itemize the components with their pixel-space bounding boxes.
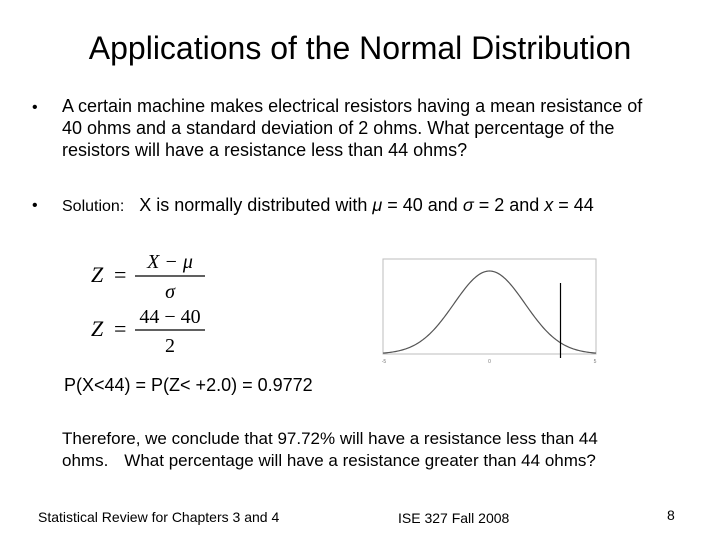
solution-text <box>62 194 662 218</box>
mu-symbol: μ <box>372 195 383 215</box>
equals-sign: = <box>114 262 127 287</box>
formula-denominator: 2 <box>165 335 175 357</box>
probability-result: P(X<44) = P(Z< +2.0) = 0.9772 <box>64 375 313 395</box>
conclusion-text <box>62 428 598 472</box>
z-symbol: Z <box>91 316 104 341</box>
page-number: 8 <box>667 507 675 523</box>
slide-title: Applications of the Normal Distribution <box>88 30 632 66</box>
z-score-formula <box>88 246 218 358</box>
sigma-symbol: σ <box>462 195 474 215</box>
z-symbol: Z <box>91 262 104 287</box>
formula-numerator: X − μ <box>147 251 193 273</box>
solution-label: Solution: <box>62 198 125 215</box>
x-symbol: x <box>544 195 554 215</box>
normal-curve-plot <box>378 254 600 366</box>
follow-up-question: What percentage will have a resistance greater than 44 ohms? <box>124 451 596 470</box>
conclusion-line <box>62 450 598 472</box>
tick-label: 5 <box>593 359 597 365</box>
plot-frame <box>383 259 596 354</box>
sigma-value: = 2 and <box>473 195 545 215</box>
question-text: A certain machine makes electrical resistors having a mean resistance of 40 ohms and a standard deviation of 2 ohms. What percentage of the resistors will have a resistance less than 44 ohms? <box>62 96 643 160</box>
formula-denominator: σ <box>165 281 175 303</box>
bullet-marker: • <box>32 197 38 214</box>
conclusion-word: ohms. <box>62 451 109 470</box>
normal-curve <box>383 271 596 353</box>
conclusion-line: Therefore, we conclude that 97.72% will have a resistance less than 44 <box>62 429 598 448</box>
footer-course-code: ISE 327 Fall 2008 <box>398 510 510 526</box>
x-value: = 44 <box>553 195 594 215</box>
formula-numerator: 44 − 40 <box>139 306 201 328</box>
solution-statement: X is normally distributed with <box>139 195 373 215</box>
mu-value: = 40 and <box>382 195 463 215</box>
bullet-marker: • <box>32 99 38 116</box>
footer-course-title: Statistical Review for Chapters 3 and 4 <box>38 509 280 525</box>
tick-label: 0 <box>488 359 491 365</box>
equals-sign: = <box>114 316 127 341</box>
tick-label: -5 <box>381 359 387 365</box>
